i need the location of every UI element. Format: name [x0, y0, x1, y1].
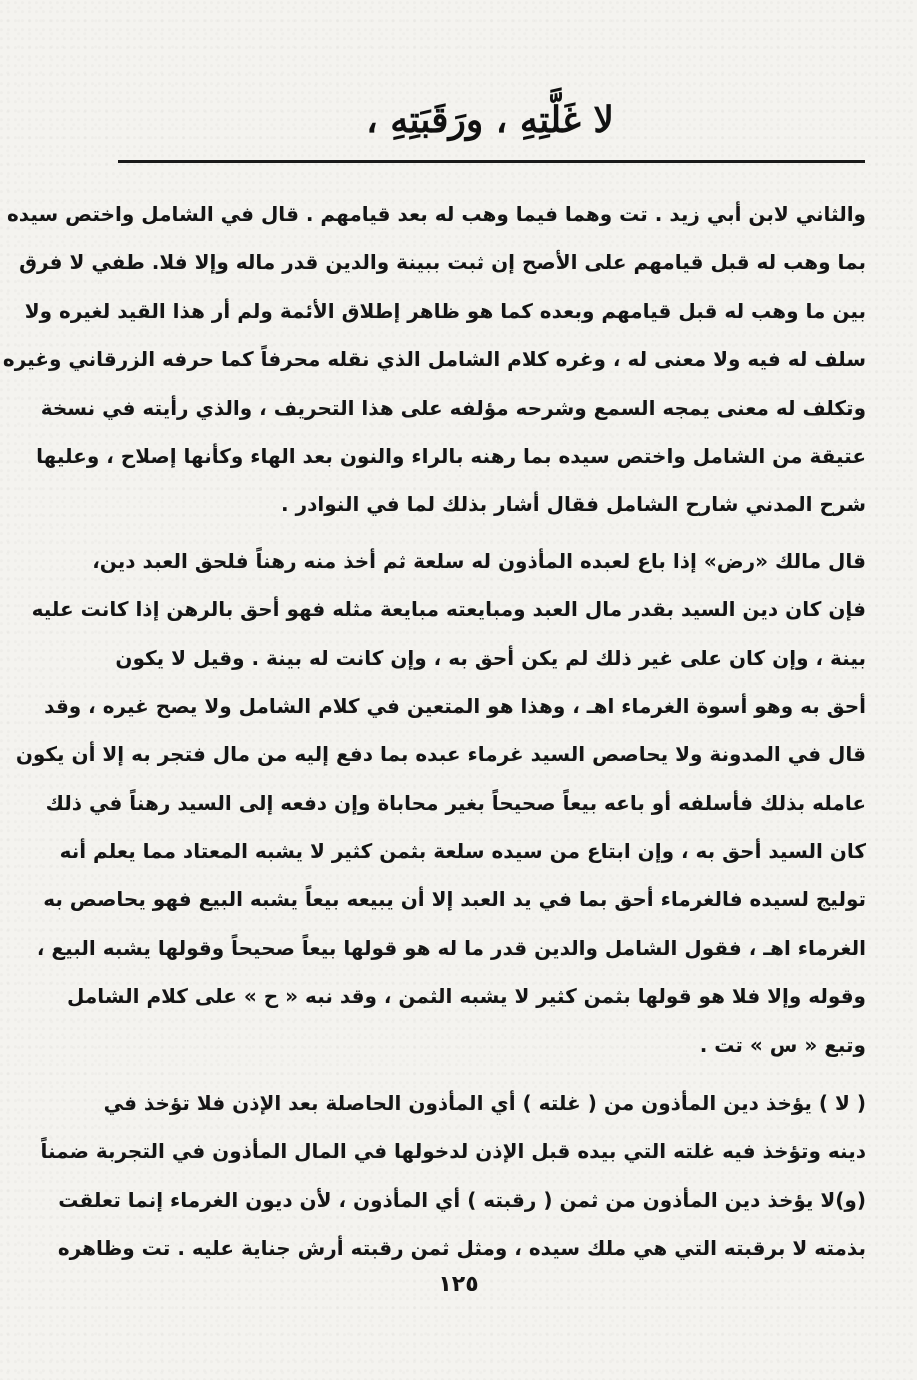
text-line: بذمته لا برقبته التي هي ملك سيده ، ومثل ثمن رقبته أرش جناية عليه . تت وظاهره — [57, 1236, 866, 1261]
text-line: أحق به وهو أسوة الغرماء اهـ ، وهذا هو المتعين في كلام الشامل ولا يصح غيره ، وقد — [44, 693, 866, 718]
text-line: عتيقة من الشامل واختص سيده بما رهنه بالراء والنون بعد الهاء وكأنها إصلاح ، وعليها — [36, 443, 866, 468]
text-line: وتكلف له معنى يمجه السمع وشرحه مؤلفه على هذا التحريف ، والذي رأيته في نسخة — [40, 395, 866, 420]
text-line: سلف له فيه ولا معنى له ، وغره كلام الشامل الذي نقله محرفاً كما حرفه الزرقاني وغيره — [2, 347, 866, 372]
text-line: قال مالك «رض» إذا باع لعبده المأذون له سلعة ثم أخذ منه رهناً فلحق العبد دين، — [92, 548, 866, 573]
paragraph-1 — [2, 190, 866, 529]
header-rule — [118, 160, 865, 163]
text-line: عامله بذلك فأسلفه أو باعه بيعاً صحيحاً بغير محاباة وإن دفعه إلى السيد رهناً في ذلك — [45, 790, 866, 815]
paragraph-2 — [15, 537, 866, 1069]
text-line: (و)لا يؤخذ دين المأذون من ثمن ( رقبته ) أي المأذون ، لأن ديون الغرماء إنما تعلقت — [58, 1187, 866, 1212]
text-line: بما وهب له قبل قيامهم على الأصح إن ثبت ببينة والدين قدر ماله وإلا فلا. طفي لا فرق — [19, 250, 866, 275]
text-line: بين ما وهب له قبل قيامهم وبعده كما هو ظاهر إطلاق الأئمة ولم أر هذا القيد لغيره ولا — [24, 298, 866, 323]
paragraph-gap — [118, 1069, 866, 1079]
running-head: لا غَلَّتِهِ ، ورَقَبَتِهِ ، — [366, 99, 614, 141]
page-number: ١٢٥ — [438, 1272, 479, 1297]
paragraph-3 — [40, 1079, 866, 1273]
paragraph-gap — [118, 529, 866, 537]
text-line: شرح المدني شارح الشامل فقال أشار بذلك لما في النوادر . — [281, 492, 866, 517]
text-line: دينه وتؤخذ فيه غلته التي بيده قبل الإذن لدخولها في المال المأذون في التجربة ضمناً — [40, 1139, 866, 1164]
text-line: بينة ، وإن كان على غير ذلك لم يكن أحق به ، وإن كانت له بينة . وقيل لا يكون — [115, 645, 866, 670]
text-line: قال في المدونة ولا يحاصص السيد غرماء عبده بما دفع إليه من مال فتجر به إلا أن يكون — [15, 742, 866, 767]
text-line: وقوله وإلا فلا هو قولها بثمن كثير لا يشبه الثمن ، وقد نبه « ح » على كلام الشامل — [67, 984, 866, 1009]
text-line: وتبع « س » تت . — [699, 1032, 866, 1057]
text-line: ( لا ) يؤخذ دين المأذون من ( غلته ) أي المأذون الحاصلة بعد الإذن فلا تؤخذ في — [103, 1091, 866, 1116]
body-text — [2, 190, 866, 1273]
text-line: فإن كان دين السيد بقدر مال العبد ومبايعته مبايعة مثله فهو أحق بالرهن إذا كانت عليه — [31, 597, 866, 622]
text-line: الغرماء اهـ ، فقول الشامل والدين قدر ما له هو قولها بيعاً صحيحاً وقولها يشبه البيع ، — [36, 935, 866, 960]
text-line: كان السيد أحق به ، وإن ابتاع من سيده سلعة بثمن كثير لا يشبه المعتاد مما يعلم أنه — [59, 839, 866, 864]
text-line: توليج لسيده فالغرماء أحق بما في يد العبد إلا أن يبيعه بيعاً يشبه البيع فهو يحاصص به — [43, 887, 866, 912]
text-line: والثاني لابن أبي زيد . تت وهما فيما وهب له بعد قيامهم . قال في الشامل واختص سيده — [6, 202, 866, 226]
